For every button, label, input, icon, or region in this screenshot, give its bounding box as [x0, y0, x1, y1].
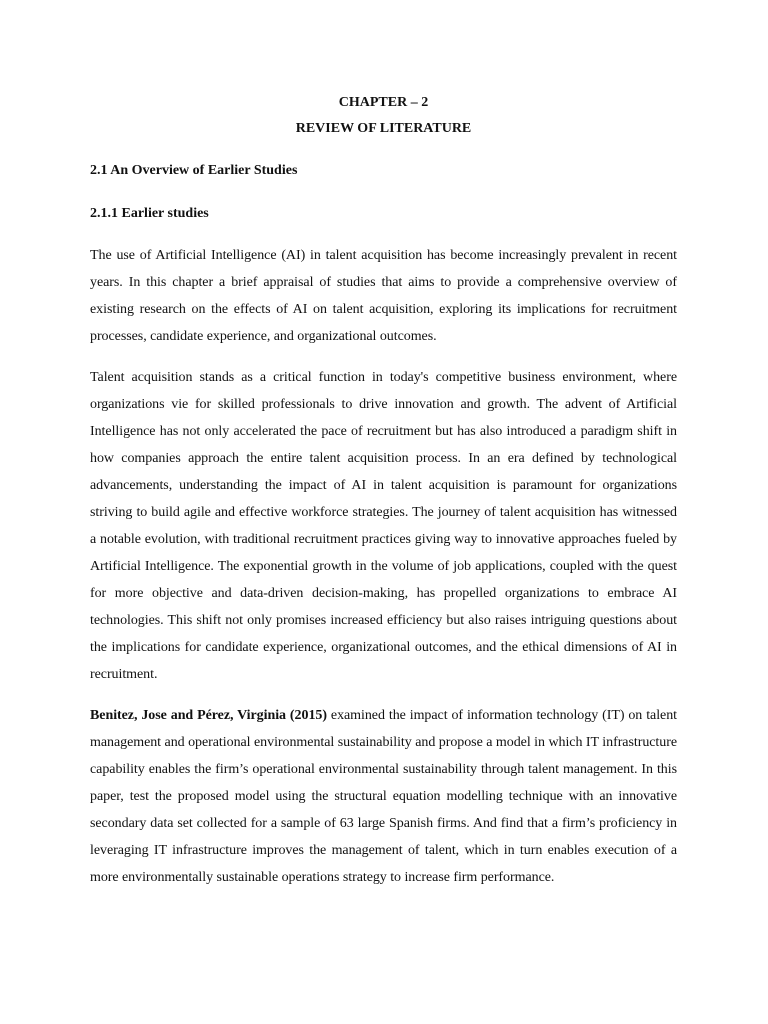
citation-summary: examined the impact of information technology (IT) on talent management and operational environmental sustainability and propose a model in which IT infrastructure capability enables the firm’s operational environmental sustainability through talent management. In this paper, test the proposed model using the structural equation modelling technique with an innovative secondary data set collected for a sample of 63 large Spanish firms. And find that a firm’s proficiency in leveraging IT infrastructure improves the management of talent, which in turn enables execution of a more environmentally sustainable operations strategy to increase firm performance.	[90, 708, 677, 885]
paragraph-benitez-perez	[90, 702, 677, 891]
subsection-heading: 2.1.1 Earlier studies	[90, 206, 209, 221]
chapter-title: REVIEW OF LITERATURE	[295, 121, 472, 136]
paragraph-talent-acquisition: Talent acquisition stands as a critical function in today's competitive business environment, where organizations vie for skilled professionals to drive innovation and growth. The advent of Artificial Intelligence has not only accelerated the pace of recruitment but has also introduced a paradigm shift in how companies approach the entire talent acquisition process. In an era defined by technological advancements, understanding the impact of AI in talent acquisition is paramount for organizations striving to build agile and effective workforce strategies. The journey of talent acquisition has witnessed a notable evolution, with traditional recruitment practices giving way to innovative approaches fueled by Artificial Intelligence. The exponential growth in the volume of job applications, coupled with the quest for more objective and data-driven decision-making, has propelled organizations to embrace AI technologies. This shift not only promises increased efficiency but also raises intriguing questions about the implications for candidate experience, organizational outcomes, and the ethical dimensions of AI in recruitment.	[90, 370, 677, 682]
section-heading: 2.1 An Overview of Earlier Studies	[90, 163, 298, 178]
document-page	[90, 0, 677, 1024]
citation-author: Benitez, Jose and Pérez, Virginia (2015)	[90, 708, 327, 723]
paragraph-intro: The use of Artificial Intelligence (AI) in talent acquisition has become increasingly prevalent in recent years. In this chapter a brief appraisal of studies that aims to provide a comprehensive overview of existing research on the effects of AI on talent acquisition, exploring its implications for recruitment processes, candidate experience, and organizational outcomes.	[90, 248, 677, 344]
chapter-number: CHAPTER – 2	[338, 95, 429, 110]
